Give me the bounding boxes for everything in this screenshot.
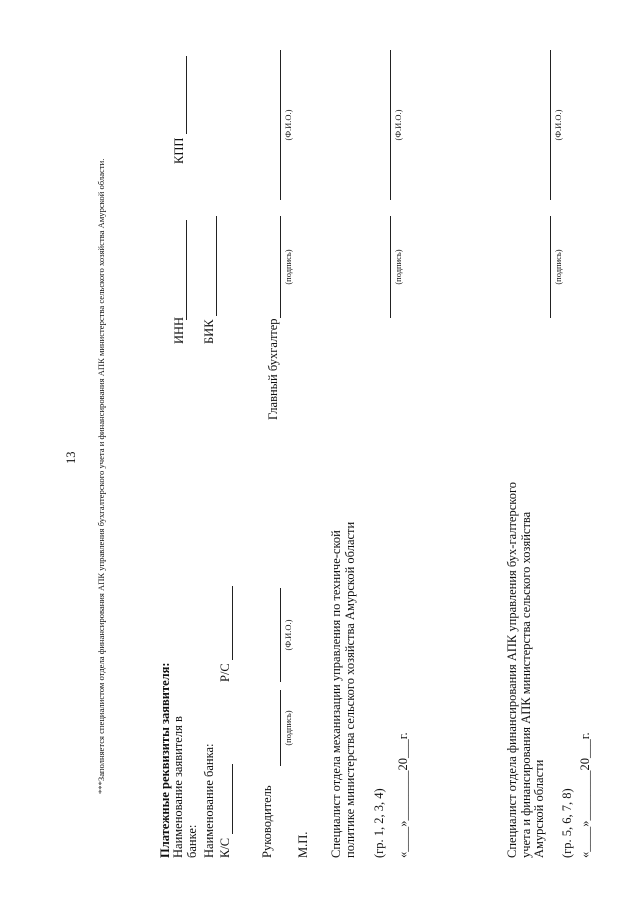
rs-line[interactable]: [232, 586, 233, 660]
page-number: 13: [64, 451, 78, 464]
footnote: ***Заполняется специалистом отдела финансирования АПК управления бухгалтерского учета и финансирования АПК министерства сельского хозяйства Амурской области.: [96, 158, 106, 794]
specialist-fin-text: Специалист отдела финансирования АПК управления бух-галтерского учета и финансирования АПК министерства сельского хозяйства Амурской области: [505, 481, 546, 858]
stamp-label: М.П.: [296, 831, 310, 858]
accountant-signature-caption: (подпись): [283, 249, 293, 285]
applicant-bank-name-label: Наименование заявителя в банке:: [171, 716, 199, 858]
specialist-fin-date: «____»________20___г.: [578, 732, 592, 858]
fin-signature-line[interactable]: [550, 216, 551, 318]
inn-line[interactable]: [186, 220, 187, 320]
kpp-label: КПП: [172, 137, 186, 164]
rs-label: Р/С: [218, 663, 232, 682]
fin-signature-caption: (подпись): [553, 249, 563, 285]
accountant-signature-line[interactable]: [280, 216, 281, 318]
fin-name-caption: (Ф.И.О.): [553, 109, 563, 141]
head-signature-line[interactable]: [280, 690, 281, 766]
mech-signature-caption: (подпись): [393, 249, 403, 285]
bik-line[interactable]: [216, 216, 217, 316]
mech-signature-line[interactable]: [390, 216, 391, 318]
fin-name-line[interactable]: [550, 50, 551, 200]
specialist-fin-columns: (гр. 5, 6, 7, 8): [560, 788, 574, 858]
ks-label: К/С: [218, 837, 232, 858]
payment-title: Платежные реквизиты заявителя:: [158, 662, 172, 858]
ks-line[interactable]: [232, 764, 233, 834]
specialist-mech-date: «____»________20___г.: [396, 732, 410, 858]
head-label: Руководитель: [260, 785, 274, 858]
specialist-mech-text: Специалист отдела механизации управления по техниче-ской политике министерства сельского хозяйства Амурской области: [329, 521, 357, 858]
kpp-line[interactable]: [186, 56, 187, 134]
mech-name-caption: (Ф.И.О.): [393, 109, 403, 141]
accountant-name-line[interactable]: [280, 50, 281, 200]
head-name-line[interactable]: [280, 588, 281, 682]
bank-name-label: Наименование банка:: [202, 743, 216, 858]
accountant-name-caption: (Ф.И.О.): [283, 109, 293, 141]
mech-name-line[interactable]: [390, 50, 391, 200]
bik-label: БИК: [202, 319, 216, 344]
inn-label: ИНН: [172, 316, 186, 344]
specialist-mech-columns: (гр. 1, 2, 3, 4): [372, 788, 386, 858]
head-name-caption: (Ф.И.О.): [283, 619, 293, 651]
head-signature-caption: (подпись): [283, 710, 293, 746]
chief-accountant-label: Главный бухгалтер: [266, 318, 280, 420]
